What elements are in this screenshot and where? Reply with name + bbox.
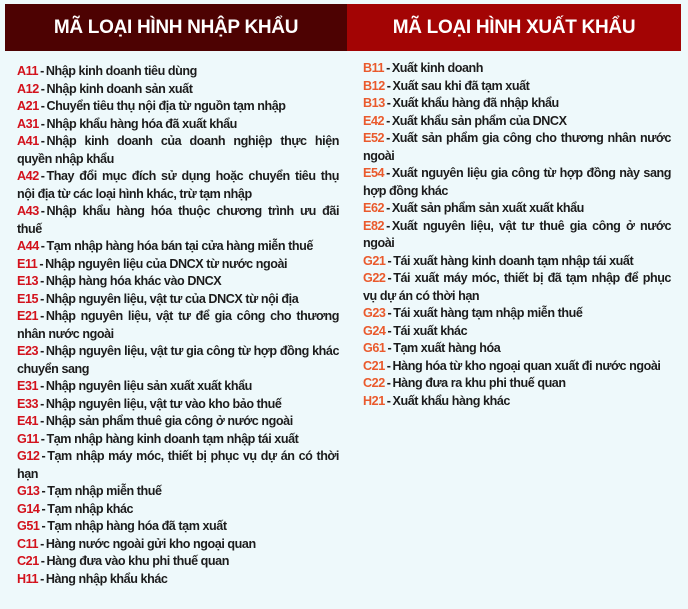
separator: - — [386, 201, 390, 215]
code-label: E33 — [17, 396, 39, 411]
code-label: E11 — [17, 256, 38, 271]
code-description: Xuất khẩu hàng khác — [392, 393, 510, 408]
separator: - — [386, 61, 390, 75]
code-label: E42 — [363, 113, 385, 128]
separator: - — [40, 204, 45, 218]
import-code-item — [17, 413, 339, 431]
separator: - — [386, 218, 390, 233]
separator: - — [386, 393, 391, 408]
separator: - — [40, 99, 45, 113]
code-label: G22 — [363, 271, 386, 285]
separator: - — [40, 274, 44, 288]
separator: - — [40, 414, 44, 428]
code-label: H21 — [363, 393, 385, 408]
export-codes-header — [347, 4, 681, 51]
code-description: Nhập nguyên liệu, vật tư vào kho bảo thuế — [45, 396, 282, 411]
separator: - — [40, 379, 44, 393]
separator: - — [41, 519, 46, 533]
code-label: G61 — [363, 341, 386, 355]
code-description: Tạm nhập hàng kinh doanh tạm nhập tái xuất — [46, 431, 299, 446]
code-label: H11 — [17, 571, 39, 586]
code-description: Tạm nhập máy móc, thiết bị phục vụ dự án có thời hạn — [17, 449, 339, 481]
code-description: Tái xuất máy móc, thiết bị đã tạm nhập để phục vụ dự án có thời hạn — [363, 271, 671, 303]
import-code-item — [17, 238, 339, 256]
separator: - — [386, 96, 391, 110]
export-code-item — [363, 60, 671, 78]
separator: - — [386, 78, 391, 93]
code-description: Tạm nhập hàng hóa bán tại cửa hàng miễn thuế — [46, 239, 313, 253]
code-label: C11 — [17, 536, 39, 551]
code-description: Nhập nguyên liệu, vật tư để gia công cho thương nhân nước ngoài — [17, 309, 339, 341]
code-description: Xuất khẩu hàng đã nhập khẩu — [392, 96, 559, 110]
separator: - — [387, 323, 392, 338]
export-code-item — [363, 113, 671, 131]
import-codes-title: MÃ LOẠI HÌNH NHẬP KHẨU — [53, 16, 299, 38]
import-code-item — [17, 273, 339, 291]
code-label: G11 — [17, 431, 39, 446]
code-label: E62 — [363, 201, 385, 215]
code-description: Nhập nguyên liệu, vật tư gia công từ hợp đồng khác chuyển sang — [17, 344, 339, 376]
code-label: E52 — [363, 131, 385, 145]
import-code-item — [17, 116, 339, 134]
code-description: Nhập khẩu hàng hóa thuộc chương trình ưu đãi thuế — [17, 204, 339, 236]
separator: - — [40, 291, 44, 306]
code-label: A41 — [17, 134, 39, 148]
separator: - — [40, 116, 45, 131]
separator: - — [386, 376, 391, 390]
code-label: E54 — [363, 166, 385, 180]
export-code-item — [363, 253, 671, 271]
separator: - — [40, 309, 44, 323]
code-description: Xuất khẩu sản phẩm của DNCX — [391, 113, 567, 128]
separator: - — [387, 341, 392, 355]
code-description: Nhập nguyên liệu sản xuất xuất khẩu — [45, 379, 252, 393]
import-code-item — [17, 256, 339, 274]
code-description: Tái xuất hàng kinh doanh tạm nhập tái xuất — [393, 253, 634, 268]
code-label: A11 — [17, 64, 39, 78]
code-label: A44 — [17, 239, 39, 253]
export-code-item — [363, 165, 671, 200]
import-code-item — [17, 431, 339, 449]
code-label: G12 — [17, 449, 40, 463]
separator: - — [40, 134, 45, 148]
code-description: Tạm nhập khác — [47, 501, 134, 516]
code-description: Xuất nguyên liệu, vật tư thuê gia công ở nước ngoài — [363, 218, 671, 250]
code-label: G13 — [17, 484, 40, 498]
import-code-item — [17, 308, 339, 343]
code-description: Nhập nguyên liệu của DNCX từ nước ngoài — [45, 256, 288, 271]
code-description: Thay đổi mục đích sử dụng hoặc chuyển tiêu thụ nội địa từ các loại hình khác, trừ tạm nhập — [17, 169, 339, 201]
code-description: Tạm nhập miễn thuế — [47, 484, 162, 498]
import-code-item — [17, 203, 339, 238]
export-codes-title: MÃ LOẠI HÌNH XUẤT KHẨU — [392, 16, 636, 38]
import-code-item — [17, 448, 339, 483]
separator: - — [40, 239, 45, 253]
import-code-item — [17, 553, 339, 571]
code-label: E21 — [17, 309, 39, 323]
export-code-item — [363, 270, 671, 305]
code-description: Tạm nhập hàng hóa đã tạm xuất — [47, 519, 227, 533]
code-description: Nhập khẩu hàng hóa đã xuất khẩu — [46, 116, 237, 131]
import-codes-list — [17, 63, 339, 588]
code-label: B11 — [363, 61, 385, 75]
code-label: A31 — [17, 116, 39, 131]
code-description: Nhập kinh doanh của doanh nghiệp thực hiện quyền nhập khẩu — [17, 134, 339, 166]
separator: - — [386, 166, 390, 180]
code-label: C22 — [363, 376, 385, 390]
code-description: Xuất nguyên liệu gia công từ hợp đồng này sang hợp đồng khác — [363, 166, 671, 198]
separator: - — [40, 169, 45, 183]
code-label: A42 — [17, 169, 39, 183]
export-code-item — [363, 218, 671, 253]
separator: - — [40, 64, 44, 78]
import-code-item — [17, 98, 339, 116]
import-code-item — [17, 291, 339, 309]
export-code-item — [363, 323, 671, 341]
separator: - — [40, 431, 45, 446]
code-description: Tái xuất hàng tạm nhập miễn thuế — [393, 306, 583, 320]
import-code-item — [17, 133, 339, 168]
import-code-item — [17, 343, 339, 378]
export-code-item — [363, 305, 671, 323]
code-description: Xuất sản phẩm gia công cho thương nhân nước ngoài — [363, 131, 671, 163]
export-code-item — [363, 358, 671, 376]
import-code-item — [17, 63, 339, 81]
import-codes-header — [5, 4, 347, 51]
code-label: B13 — [363, 96, 385, 110]
code-description: Hàng đưa ra khu phi thuế quan — [392, 376, 566, 390]
code-description: Nhập hàng hóa khác vào DNCX — [45, 274, 222, 288]
code-description: Chuyển tiêu thụ nội địa từ nguồn tạm nhập — [46, 99, 286, 113]
export-code-item — [363, 78, 671, 96]
export-code-item — [363, 95, 671, 113]
export-code-item — [363, 200, 671, 218]
separator: - — [40, 396, 44, 411]
separator: - — [386, 131, 390, 145]
code-description: Hàng nhập khẩu khác — [45, 571, 168, 586]
separator: - — [387, 271, 392, 285]
code-label: E31 — [17, 379, 39, 393]
import-code-item — [17, 168, 339, 203]
separator: - — [387, 253, 392, 268]
separator: - — [40, 344, 44, 358]
separator: - — [386, 113, 390, 128]
import-code-item — [17, 501, 339, 519]
separator: - — [39, 256, 44, 271]
separator: - — [40, 554, 45, 568]
separator: - — [40, 536, 44, 551]
code-description: Hàng nước ngoài gửi kho ngoại quan — [45, 536, 256, 551]
separator: - — [386, 358, 391, 373]
code-label: C21 — [17, 554, 39, 568]
code-label: A43 — [17, 204, 39, 218]
code-description: Nhập sản phẩm thuê gia công ở nước ngoài — [45, 414, 293, 428]
code-label: G24 — [363, 323, 386, 338]
code-description: Tạm xuất hàng hóa — [393, 341, 501, 355]
code-description: Xuất sản phẩm sản xuất xuất khẩu — [391, 201, 584, 215]
separator: - — [41, 501, 46, 516]
code-description: Hàng đưa vào khu phi thuế quan — [46, 554, 229, 568]
export-code-item — [363, 340, 671, 358]
separator: - — [40, 81, 45, 96]
separator: - — [41, 449, 46, 463]
import-code-item — [17, 536, 339, 554]
code-description: Xuất kinh doanh — [391, 61, 484, 75]
code-label: E23 — [17, 344, 39, 358]
import-code-item — [17, 571, 339, 589]
export-code-item — [363, 375, 671, 393]
separator: - — [40, 571, 44, 586]
import-code-item — [17, 81, 339, 99]
code-label: E82 — [363, 218, 385, 233]
import-code-item — [17, 396, 339, 414]
code-label: E13 — [17, 274, 39, 288]
code-label: C21 — [363, 358, 385, 373]
export-code-item — [363, 130, 671, 165]
code-label: G23 — [363, 306, 386, 320]
import-code-item — [17, 483, 339, 501]
code-description: Tái xuất khác — [393, 323, 468, 338]
code-description: Nhập kinh doanh sản xuất — [46, 81, 193, 96]
code-label: G51 — [17, 519, 40, 533]
code-label: A21 — [17, 99, 39, 113]
code-label: B12 — [363, 78, 385, 93]
import-code-item — [17, 518, 339, 536]
code-description: Nhập nguyên liệu, vật tư của DNCX từ nội địa — [45, 291, 299, 306]
import-code-item — [17, 378, 339, 396]
code-label: E15 — [17, 291, 39, 306]
code-label: G14 — [17, 501, 40, 516]
code-label: A12 — [17, 81, 39, 96]
code-description: Hàng hóa từ kho ngoại quan xuất đi nước ngoài — [392, 358, 661, 373]
export-code-item — [363, 393, 671, 411]
export-codes-list — [363, 60, 671, 410]
code-description: Nhập kinh doanh tiêu dùng — [45, 64, 197, 78]
code-label: E41 — [17, 414, 39, 428]
code-label: G21 — [363, 253, 386, 268]
code-description: Xuất sau khi đã tạm xuất — [392, 78, 530, 93]
separator: - — [41, 484, 46, 498]
separator: - — [387, 306, 392, 320]
